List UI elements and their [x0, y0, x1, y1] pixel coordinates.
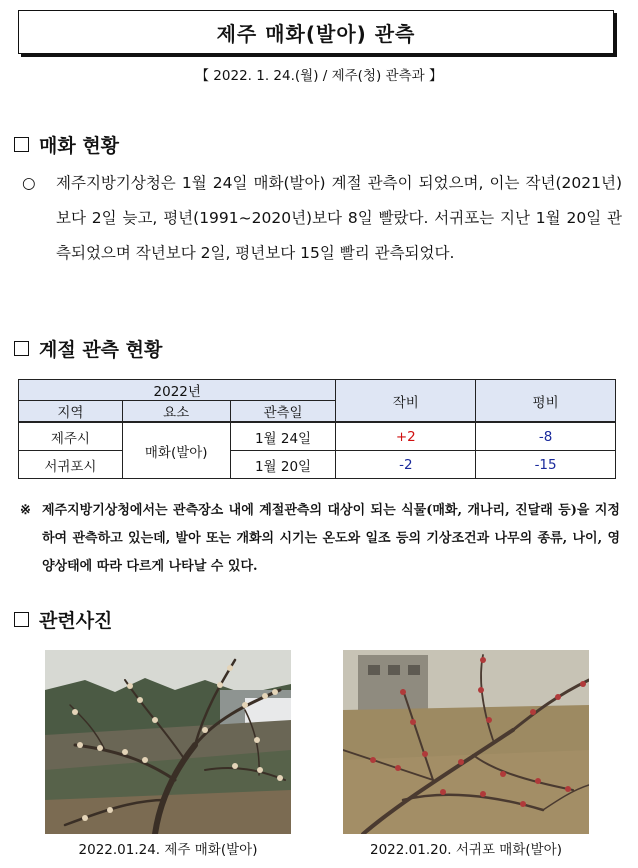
photo-seogwipo-plum-buds — [343, 650, 589, 834]
date-line: 【 2022. 1. 24.(월) / 제주(청) 관측과 】 — [195, 68, 443, 84]
date-header: 관측일 — [230, 401, 336, 423]
region-header: 지역 — [19, 401, 123, 423]
photo-caption-jeju: 2022.01.24. 제주 매화(발아) — [78, 842, 258, 858]
section-heading-photos — [14, 606, 112, 633]
vs-normal-header: 평비 — [476, 380, 616, 423]
section-heading-text: 계절 관측 현황 — [39, 339, 163, 361]
vs-normal-cell: -8 — [476, 422, 616, 451]
region-cell: 제주시 — [19, 422, 123, 451]
checkbox-square-icon — [14, 137, 29, 152]
note-text: 제주지방기상청에서는 관측장소 내에 계절관측의 대상이 되는 식물(매화, 개나리, 진달래 등)을 지정하여 관측하고 있는데, 발아 또는 개화의 시기는 온도와 일조 등의 기상조건과 나무의 종류, 나이, 영양상태에 따라 다르게 나타날 수 있다. — [42, 503, 620, 574]
section-heading-status — [14, 131, 119, 158]
vs-last-year-header: 작비 — [336, 380, 476, 423]
region-cell: 서귀포시 — [19, 451, 123, 479]
document-title-box — [18, 10, 614, 54]
date-cell: 1월 24일 — [230, 422, 336, 451]
section-heading-observation — [14, 335, 162, 362]
element-cell: 매화(발아) — [122, 422, 230, 479]
observation-table — [18, 379, 616, 479]
year-header: 2022년 — [19, 380, 336, 401]
status-paragraph — [22, 166, 622, 271]
checkbox-square-icon — [14, 341, 29, 356]
element-header: 요소 — [122, 401, 230, 423]
photo-jeju-plum-buds — [45, 650, 291, 834]
table-row — [19, 451, 616, 479]
note-paragraph — [20, 497, 620, 581]
section-heading-text: 매화 현황 — [39, 135, 120, 157]
date-cell: 1월 20일 — [230, 451, 336, 479]
circle-bullet-icon: ○ — [22, 174, 36, 192]
status-paragraph-text: 제주지방기상청은 1월 24일 매화(발아) 계절 관측이 되었으며, 이는 작년(2021년)보다 2일 늦고, 평년(1991~2020년)보다 8일 빨랐다. 서귀포는 지난 1월 20일 관측되었으며 작년보다 2일, 평년보다 15일 빨리 관측되었다. — [56, 174, 622, 262]
section-heading-text: 관련사진 — [39, 610, 113, 632]
vs-last-cell: +2 — [336, 422, 476, 451]
vs-last-cell: -2 — [336, 451, 476, 479]
vs-normal-cell: -15 — [476, 451, 616, 479]
document-title: 제주 매화(발아) 관측 — [216, 21, 416, 46]
photo-caption-seogwipo: 2022.01.20. 서귀포 매화(발아) — [370, 842, 562, 858]
checkbox-square-icon — [14, 612, 29, 627]
table-row — [19, 422, 616, 451]
reference-mark-icon: ※ — [20, 503, 31, 518]
